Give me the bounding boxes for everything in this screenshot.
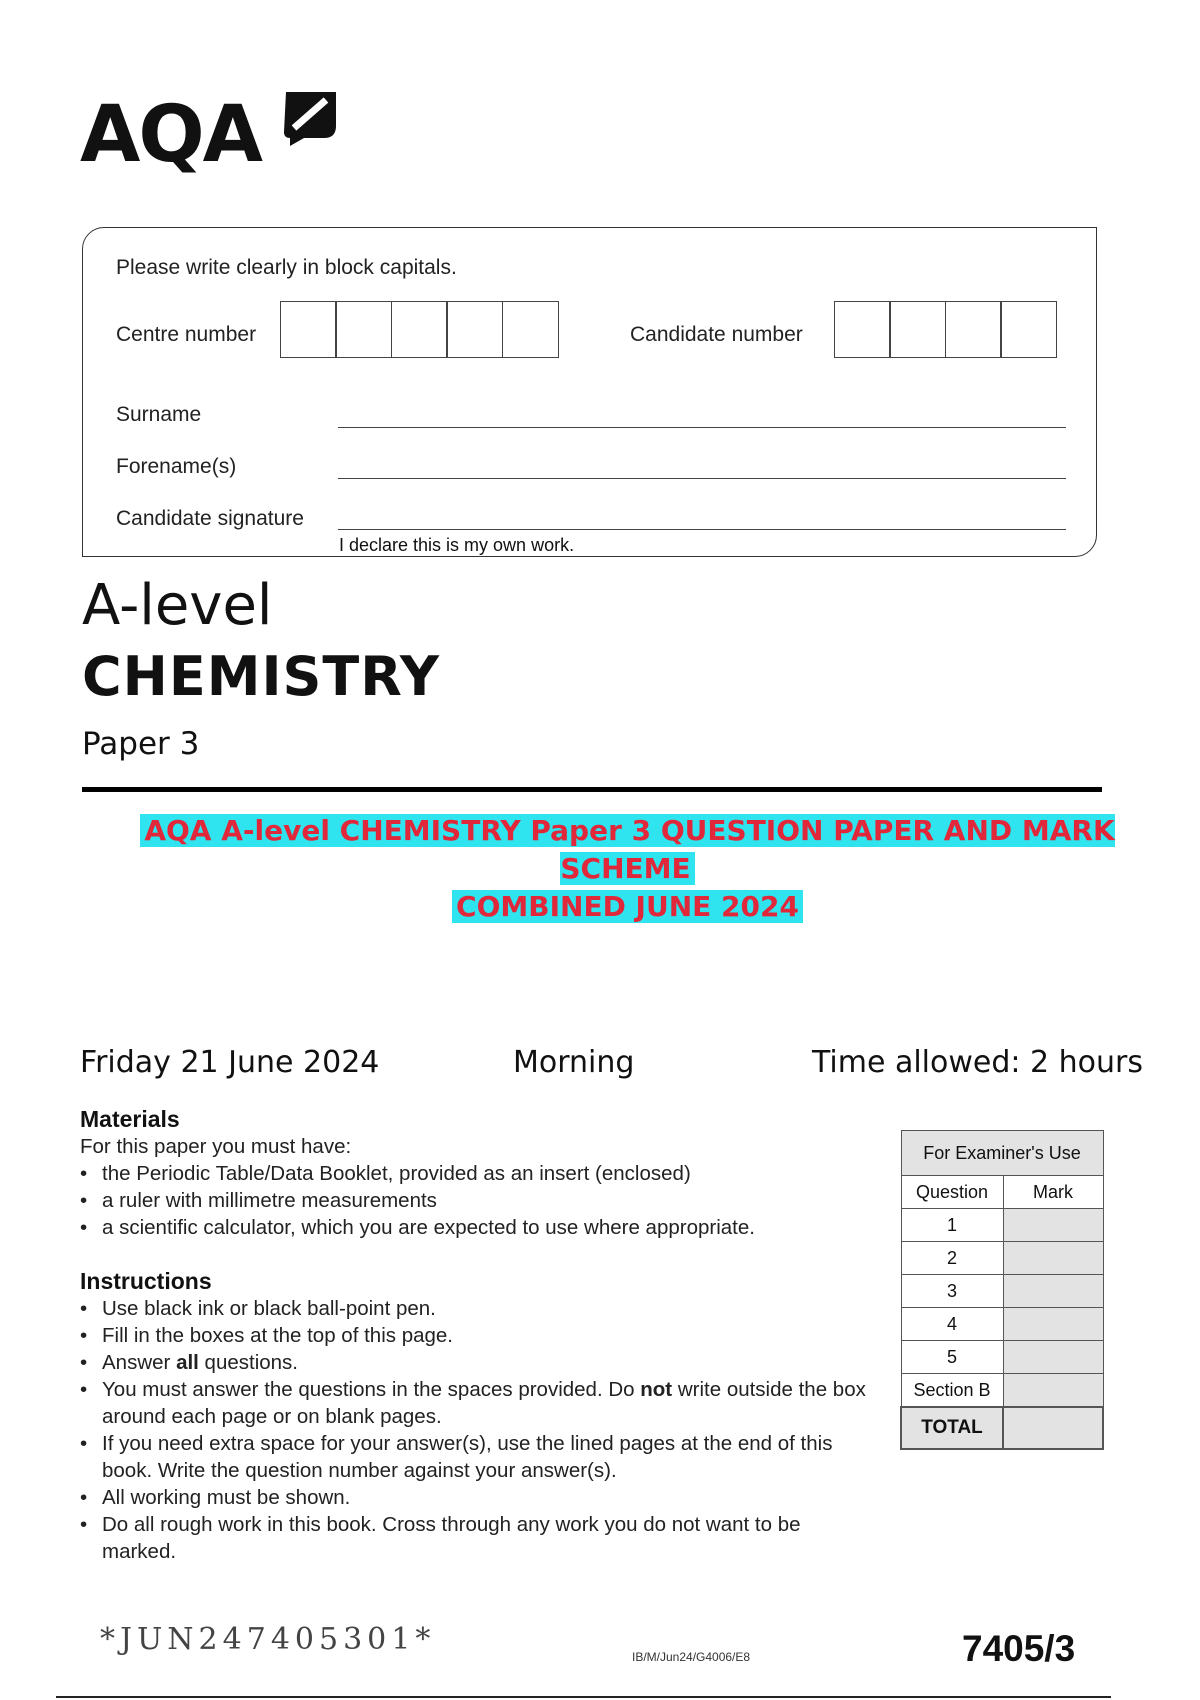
list-item: • All working must be shown. [102, 1484, 870, 1511]
highlighted-banner [80, 812, 1175, 926]
examiner-use-table [900, 1130, 1104, 1450]
centre-number-digit-box[interactable] [446, 301, 503, 358]
signature-line[interactable] [338, 529, 1066, 530]
banner-line-1: AQA A-level CHEMISTRY Paper 3 QUESTION PAPER AND MARK SCHEME [140, 814, 1114, 885]
list-item: • If you need extra space for your answer(s), use the lined pages at the end of this book. Write the question number against your answer(s). [102, 1430, 870, 1484]
list-item: • a scientific calculator, which you are expected to use where appropriate. [102, 1214, 860, 1241]
paper-code: 7405/3 [962, 1628, 1076, 1669]
list-item: • Do all rough work in this book. Cross through any work you do not want to be marked. [102, 1511, 870, 1565]
list-item: • the Periodic Table/Data Booklet, provided as an insert (enclosed) [102, 1160, 860, 1187]
time-allowed: Time allowed: 2 hours [812, 1045, 1144, 1080]
reference-code: IB/M/Jun24/G4006/E8 [632, 1650, 751, 1664]
centre-number-digit-box[interactable] [280, 301, 337, 358]
forenames-label: Forename(s) [116, 455, 237, 478]
list-item: • You must answer the questions in the spaces provided. Do not write outside the box around each page or on blank pages. [102, 1376, 870, 1430]
surname-line[interactable] [338, 427, 1066, 428]
materials-heading: Materials [80, 1106, 180, 1132]
mark-cell [1003, 1275, 1103, 1308]
mark-cell [1003, 1242, 1103, 1275]
centre-number-boxes[interactable] [281, 301, 559, 358]
materials-section [80, 1106, 860, 1241]
candidate-details-box [82, 227, 1097, 557]
candidate-number-digit-box[interactable] [889, 301, 946, 358]
candidate-number-digit-box[interactable] [834, 301, 891, 358]
instructions-list [80, 1295, 870, 1565]
total-row [901, 1407, 1103, 1449]
footer-divider [56, 1696, 1111, 1698]
question-column-header: Question [901, 1176, 1003, 1209]
instructions-heading: Instructions [80, 1268, 212, 1294]
table-row [901, 1374, 1103, 1408]
surname-label: Surname [116, 403, 202, 426]
question-cell: Section B [901, 1374, 1003, 1408]
qualification-level: A-level [82, 573, 273, 638]
centre-number-digit-box[interactable] [502, 301, 559, 358]
materials-intro: For this paper you must have: [80, 1135, 352, 1158]
mark-cell [1003, 1209, 1103, 1242]
aqa-logo [80, 88, 360, 188]
forenames-line[interactable] [338, 478, 1066, 479]
question-cell: 3 [901, 1275, 1003, 1308]
table-row [901, 1242, 1103, 1275]
materials-list [80, 1160, 860, 1241]
list-item: • a ruler with millimetre measurements [102, 1187, 860, 1214]
mark-cell [1003, 1374, 1103, 1408]
instructions-section [80, 1268, 870, 1565]
aqa-logo-mark-icon [280, 88, 340, 148]
centre-number-digit-box[interactable] [391, 301, 448, 358]
question-cell: 4 [901, 1308, 1003, 1341]
question-cell: 2 [901, 1242, 1003, 1275]
exam-session: Morning [513, 1045, 635, 1080]
question-cell: 1 [901, 1209, 1003, 1242]
total-mark-cell [1003, 1407, 1103, 1449]
paper-number: Paper 3 [82, 726, 200, 762]
table-row [901, 1341, 1103, 1374]
candidate-number-label: Candidate number [630, 323, 803, 346]
list-item: • Answer all questions. [102, 1349, 870, 1376]
candidate-number-digit-box[interactable] [1000, 301, 1057, 358]
declaration-text: I declare this is my own work. [339, 535, 575, 555]
signature-label: Candidate signature [116, 507, 304, 530]
table-row [901, 1275, 1103, 1308]
mark-column-header: Mark [1003, 1176, 1103, 1209]
table-row [901, 1209, 1103, 1242]
exam-date: Friday 21 June 2024 [80, 1045, 380, 1080]
list-item: • Use black ink or black ball-point pen. [102, 1295, 870, 1322]
centre-number-label: Centre number [116, 323, 257, 346]
centre-number-digit-box[interactable] [335, 301, 392, 358]
subject-title: CHEMISTRY [82, 645, 440, 708]
banner-line-2: COMBINED JUNE 2024 [452, 890, 803, 923]
list-item: • Fill in the boxes at the top of this page. [102, 1322, 870, 1349]
table-row [901, 1308, 1103, 1341]
examiner-table-title: For Examiner's Use [901, 1131, 1103, 1176]
candidate-number-boxes[interactable] [835, 301, 1057, 358]
mark-cell [1003, 1341, 1103, 1374]
barcode-text: *JUN247405301* [100, 1622, 436, 1657]
title-divider [82, 787, 1102, 792]
block-capitals-instruction: Please write clearly in block capitals. [116, 256, 457, 279]
logo-text: AQA [80, 90, 262, 180]
mark-cell [1003, 1308, 1103, 1341]
total-label: TOTAL [901, 1407, 1003, 1449]
candidate-number-digit-box[interactable] [945, 301, 1002, 358]
question-cell: 5 [901, 1341, 1003, 1374]
